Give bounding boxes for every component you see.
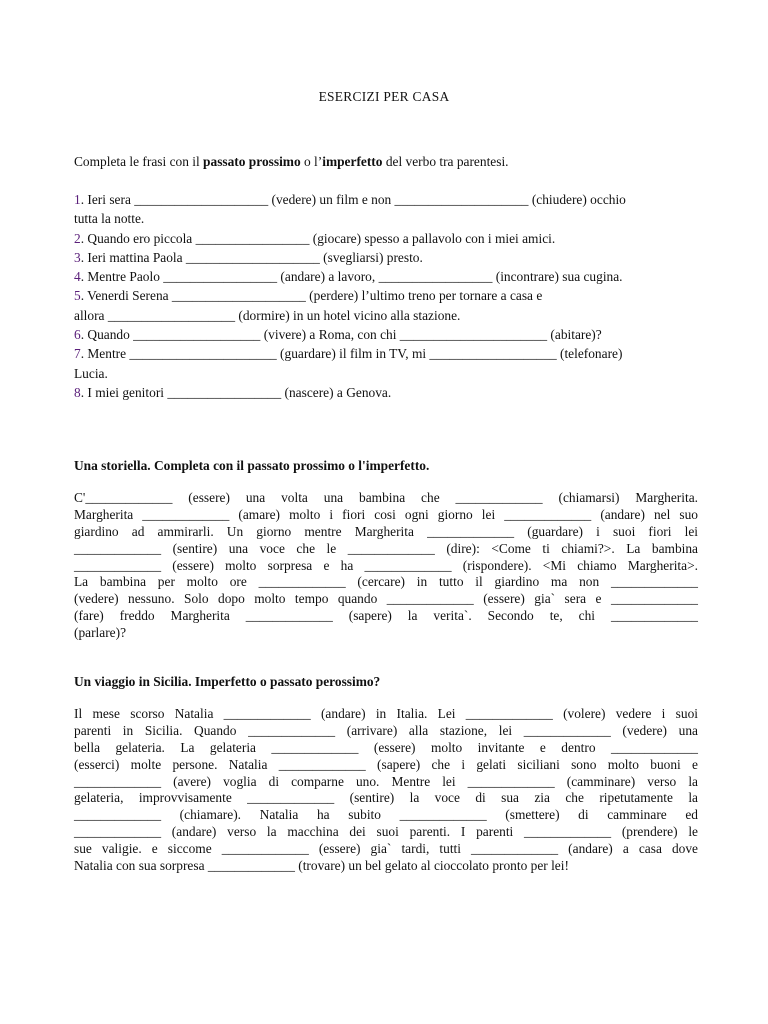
exercise-line-text: . Ieri sera ____________________ (vedere) un film e non ____________________ (chiudere) occhio xyxy=(80,192,626,207)
exercise-line-text: . Venerdi Serena ____________________ (perdere) l’ultimo treno per tornare a casa e xyxy=(80,288,543,304)
exercise-line xyxy=(74,229,698,248)
exercise-line xyxy=(74,383,698,402)
story-line: Margherita _____________ (amare) molto i fiori cosi ogni giorno lei _____________ (andare) nel suo xyxy=(74,506,698,522)
trip-line: Il mese scorso Natalia _____________ (andare) in Italia. Lei _____________ (volere) vedere i suoi xyxy=(74,706,698,721)
item-number: 2 xyxy=(74,230,81,246)
story-line: (fare) freddo Margherita _____________ (sapere) la verita`. Secondo te, chi _____________ xyxy=(74,608,698,624)
trip-line: _____________ (chiamare). Natalia ha subito _____________ (smettere) di camminare ed xyxy=(74,807,698,823)
exercise-line-text: . Quando ero piccola _________________ (giocare) spesso a pallavolo con i miei amici. xyxy=(80,230,556,246)
story-line: _____________ (essere) molto sorpresa e ha _____________ (rispondere). <Mi chiamo Margherita>. xyxy=(74,557,698,573)
exercise-line-text: . I miei genitori _________________ (nascere) a Genova. xyxy=(80,384,392,400)
exercise-line-text: tutta la notte. xyxy=(74,211,145,227)
trip-line: gelateria, improvvisamente _____________ (sentire) la voce di sua zia che ripetutamente la xyxy=(74,790,698,806)
exercise-line xyxy=(74,248,698,267)
trip-line: parenti in Sicilia. Quando _____________ (arrivare) alla stazione, lei _____________ (vedere) una xyxy=(74,722,698,738)
exercise-line-text: . Mentre ______________________ (guardare) il film in TV, mi ___________________ (telefonare) xyxy=(80,346,623,362)
trip-text xyxy=(74,706,698,875)
instruction-bold-imperfetto: imperfetto xyxy=(322,154,383,169)
exercise-line xyxy=(74,286,698,305)
trip-line: _____________ (andare) verso la macchina dei suoi parenti. I parenti _____________ (prendere) le xyxy=(74,824,698,840)
story-line: giardino ad ammirarli. Un giorno mentre Margherita _____________ (guardare) i suoi fiori lei xyxy=(74,523,698,539)
story-line: La bambina per molto ore _____________ (cercare) in tutto il giardino ma non _____________ xyxy=(74,574,698,590)
story-line: (vedere) nessuno. Solo dopo molto tempo quando _____________ (essere) gia` sera e _____________ xyxy=(74,591,698,607)
exercise-line xyxy=(74,209,698,228)
story-line: (parlare)? xyxy=(74,625,127,641)
exercise-1-list xyxy=(74,190,698,402)
item-number: 1 xyxy=(74,192,81,207)
instruction-text: o l’ xyxy=(300,154,323,169)
story-heading: Una storiella. Completa con il passato prossimo o l'imperfetto. xyxy=(74,458,430,473)
trip-line: bella gelateria. La gelateria _____________ (essere) molto invitante e dentro _____________ xyxy=(74,739,698,755)
trip-line: Natalia con sua sorpresa _____________ (trovare) un bel gelato al cioccolato pronto per lei! xyxy=(74,858,569,874)
exercise-line xyxy=(74,364,698,383)
item-number: 5 xyxy=(74,288,81,304)
instruction-bold-passato: passato prossimo xyxy=(203,154,301,169)
trip-heading: Un viaggio in Sicilia. Imperfetto o passato perossimo? xyxy=(74,674,381,689)
exercise-line xyxy=(74,325,698,344)
instruction-text: del verbo tra parentesi. xyxy=(382,154,509,169)
exercise-line-text: Lucia. xyxy=(74,365,108,381)
item-number: 7 xyxy=(74,346,81,362)
story-text xyxy=(74,490,698,642)
item-number: 3 xyxy=(74,249,81,265)
story-line: _____________ (sentire) una voce che le _____________ (dire): <Come ti chiami?>. La bambina xyxy=(74,540,698,556)
exercise-line xyxy=(74,267,698,286)
story-line: C'_____________ (essere) una volta una bambina che _____________ (chiamarsi) Margherita. xyxy=(74,490,698,505)
page-title: ESERCIZI PER CASA xyxy=(318,89,450,104)
exercise-line xyxy=(74,306,698,325)
exercise-line-text: . Ieri mattina Paola ____________________ (svegliarsi) presto. xyxy=(80,249,423,265)
instruction xyxy=(74,153,714,170)
item-number: 8 xyxy=(74,384,81,400)
exercise-line xyxy=(74,344,698,363)
instruction-text: Completa le frasi con il xyxy=(74,154,204,169)
item-number: 6 xyxy=(74,327,81,343)
exercise-line-text: allora ___________________ (dormire) in un hotel vicino alla stazione. xyxy=(74,307,461,323)
exercise-line xyxy=(74,190,698,209)
trip-line: _____________ (avere) voglia di comparne uno. Mentre lei _____________ (camminare) verso la xyxy=(74,773,698,789)
exercise-line-text: . Mentre Paolo _________________ (andare) a lavoro, _________________ (incontrare) sua cugina. xyxy=(80,269,623,285)
item-number: 4 xyxy=(74,269,81,285)
trip-line: (esserci) molte persone. Natalia _____________ (sapere) che i gelati siciliani sono molto buoni e xyxy=(74,756,698,772)
trip-line: sue valigie. e siccome _____________ (essere) gia` tardi, tutti _____________ (andare) a casa dove xyxy=(74,841,698,857)
exercise-line-text: . Quando ___________________ (vivere) a Roma, con chi ______________________ (abitare)? xyxy=(80,327,602,343)
